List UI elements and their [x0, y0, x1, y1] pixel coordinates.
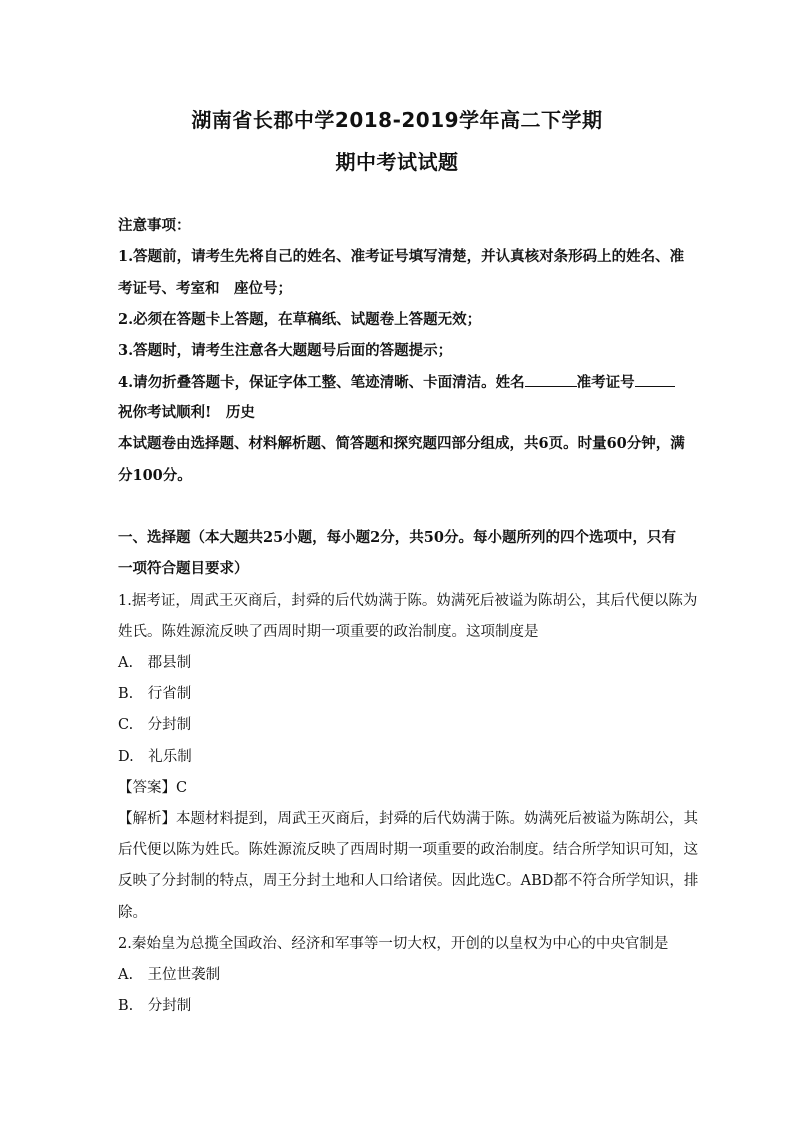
q2-option-a: A. 王位世袭制: [118, 967, 221, 983]
notice-item-4-mid: 准考证号: [576, 374, 635, 391]
wish-line: 祝你考试顺利! 历史: [118, 404, 255, 421]
exam-number-blank: [635, 372, 675, 387]
q1-analysis-a: 【解析】本题材料提到，周武王灭商后，封舜的后代妫满于陈。妫满死后被谥为陈胡公，其: [118, 811, 698, 827]
notice-item-1b: 考证号、考室和 座位号；: [118, 280, 292, 297]
notice-heading: 注意事项：: [118, 217, 191, 234]
q1-option-d: D. 礼乐制: [118, 749, 192, 765]
notice-item-4-prefix: 4.请勿折叠答题卡，保证字体工整、笔迹清晰、卡面清洁。姓名: [118, 374, 525, 391]
q1-analysis-b: 后代便以陈为姓氏。陈姓源流反映了西周时期一项重要的政治制度。结合所学知识可知，这: [118, 842, 698, 858]
name-blank: [525, 372, 577, 387]
q2-stem: 2.秦始皇为总揽全国政治、经济和军事等一切大权，开创的以皇权为中心的中央官制是: [118, 936, 669, 952]
q1-option-a: A. 郡县制: [118, 655, 192, 671]
q1-analysis-c: 反映了分封制的特点，周王分封土地和人口给诸侯。因此选C。ABD都不符合所学知识，排: [118, 873, 699, 889]
intro-line-b: 分100分。: [118, 467, 192, 484]
q1-option-b: B. 行省制: [118, 686, 192, 702]
intro-line-a: 本试题卷由选择题、材料解析题、简答题和探究题四部分组成，共6页。时量60分钟，满: [118, 435, 685, 452]
q1-stem-b: 姓氏。陈姓源流反映了西周时期一项重要的政治制度。这项制度是: [118, 624, 539, 640]
q1-stem-a: 1.据考证，周武王灭商后，封舜的后代妫满于陈。妫满死后被谥为陈胡公，其后代便以陈为: [118, 593, 698, 609]
notice-item-2: 2.必须在答题卡上答题，在草稿纸、试题卷上答题无效；: [118, 311, 482, 328]
q2-option-b: B. 分封制: [118, 998, 192, 1014]
q1-option-c: C. 分封制: [118, 717, 192, 733]
notice-item-3: 3.答题时，请考生注意各大题题号后面的答题提示；: [118, 342, 453, 359]
exam-title-line2: 期中考试试题: [335, 150, 459, 174]
exam-title-line1: 湖南省长郡中学2018-2019学年高二下学期: [191, 108, 603, 132]
q1-analysis-d: 除。: [118, 905, 147, 921]
section1-heading-b: 一项符合题目要求）: [118, 560, 249, 577]
notice-item-1a: 1.答题前，请考生先将自己的姓名、准考证号填写清楚，并认真核对条形码上的姓名、准: [118, 248, 685, 265]
section1-heading-a: 一、选择题（本大题共25小题，每小题2分，共50分。每小题所列的四个选项中，只有: [118, 529, 676, 546]
q1-answer: 【答案】C: [118, 780, 188, 796]
notice-item-4: [118, 372, 675, 393]
